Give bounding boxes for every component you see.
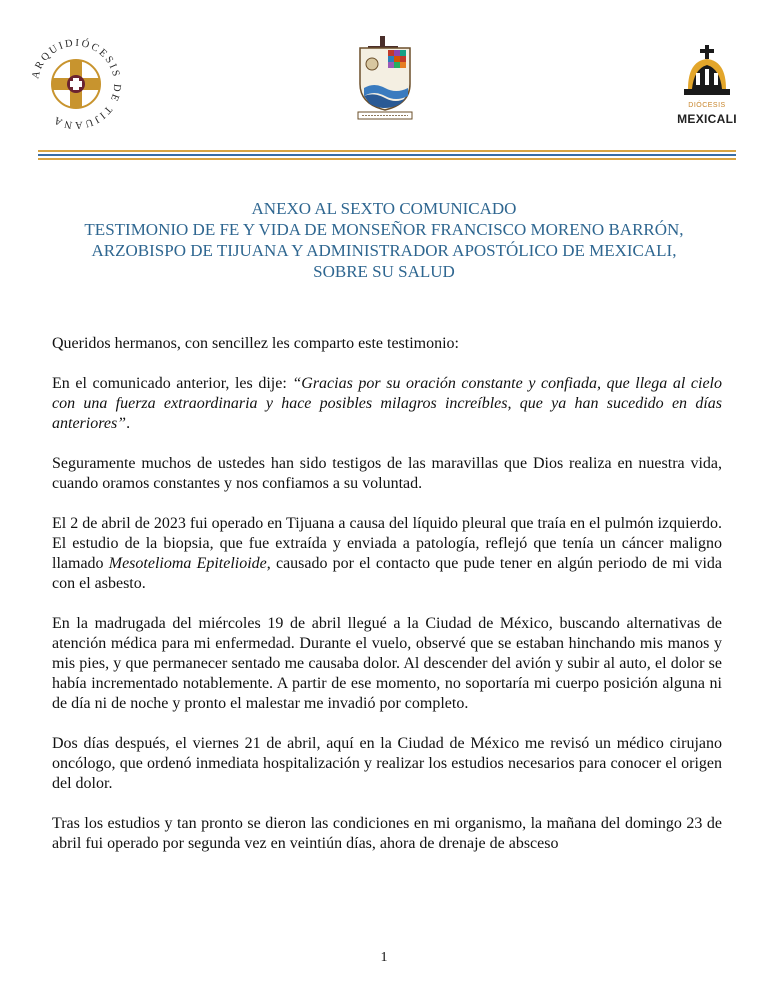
title-line-2: TESTIMONIO DE FE Y VIDA DE MONSEÑOR FRANCISCO MORENO BARRÓN,	[84, 220, 684, 239]
diagnosis-text-b: , causado por el contacto que pude tener en algún periodo de mi vida con el asbesto.	[52, 555, 723, 592]
mexicali-label: MEXICALI	[677, 112, 737, 126]
document-title	[40, 198, 728, 282]
divider-stripe-blue	[38, 154, 736, 156]
coat-of-arms-logo	[350, 34, 420, 124]
divider-stripe-gold-bottom	[38, 158, 736, 160]
document-body	[52, 334, 722, 854]
divider-stripe-gold	[38, 150, 736, 152]
arquidiocesis-tijuana-logo	[30, 38, 122, 130]
title-line-3: ARZOBISPO DE TIJUANA Y ADMINISTRADOR APOSTÓLICO DE MEXICALI,	[91, 241, 677, 260]
paragraph-previous-statement	[52, 374, 722, 434]
diocesis-label: DIÓCESIS	[688, 102, 726, 109]
diagnosis-text-a: El 2 de abril de 2023 fui operado en Tijuana a causa del líquido pleural que traía en el pulmón izquierdo. El estudio de la biopsia, que fue extraída y enviada a patología, reflejó que tenía un cáncer maligno llamado	[52, 515, 722, 572]
title-line-4: SOBRE SU SALUD	[313, 262, 455, 281]
paragraph-diagnosis	[52, 514, 722, 594]
paragraph-greeting: Queridos hermanos, con sencillez les comparto este testimonio:	[52, 335, 459, 352]
paragraph-hospitalization: Dos días después, el viernes 21 de abril, aquí en la Ciudad de México me revisó un médico cirujano oncólogo, que ordenó inmediata hospitalización y realizar los estudios necesarios para conocer el origen del dolor.	[52, 735, 722, 792]
paragraph-witnesses: Seguramente muchos de ustedes han sido testigos de las maravillas que Dios realiza en nuestra vida, cuando oramos constantes y nos confiamos a su voluntad.	[52, 455, 722, 492]
paragraph-surgery: Tras los estudios y tan pronto se dieron las condiciones en mi organismo, la mañana del domingo 23 de abril fui operado por segunda vez en veintiún días, ahora de drenaje de absceso	[52, 815, 722, 852]
header-divider	[38, 150, 736, 162]
logo-ring-text: ARQUIDIÓCESIS DE TIJUANA	[30, 38, 122, 130]
quoted-prayer: “Gracias por su oración constante y confiada, que llega al cielo con una fuerza extraordinaria y hace posibles milagros increíbles, que ya han sucedido en días anteriores”	[52, 375, 722, 432]
diagnosis-name: Mesotelioma Epitelioide	[108, 555, 267, 572]
paragraph-travel: En la madrugada del miércoles 19 de abril llegué a la Ciudad de México, buscando alternativas de atención médica para mi enfermedad. Durante el vuelo, observé que se estaban hinchando mis manos y mis pies, y que permanecer sentado me causaba dolor. Al descender del avión y subir al auto, el dolor se había incrementado notablemente. A partir de ese momento, no soportaría mi cuerpo posición alguna ni de día ni de noche y pronto el malestar me invadió por completo.	[52, 615, 722, 712]
page-number: 1	[380, 950, 388, 965]
paragraph-intro: En el comunicado anterior, les dije:	[52, 375, 293, 392]
paragraph-end-punctuation: .	[126, 415, 131, 432]
title-line-1: ANEXO AL SEXTO COMUNICADO	[251, 199, 517, 218]
